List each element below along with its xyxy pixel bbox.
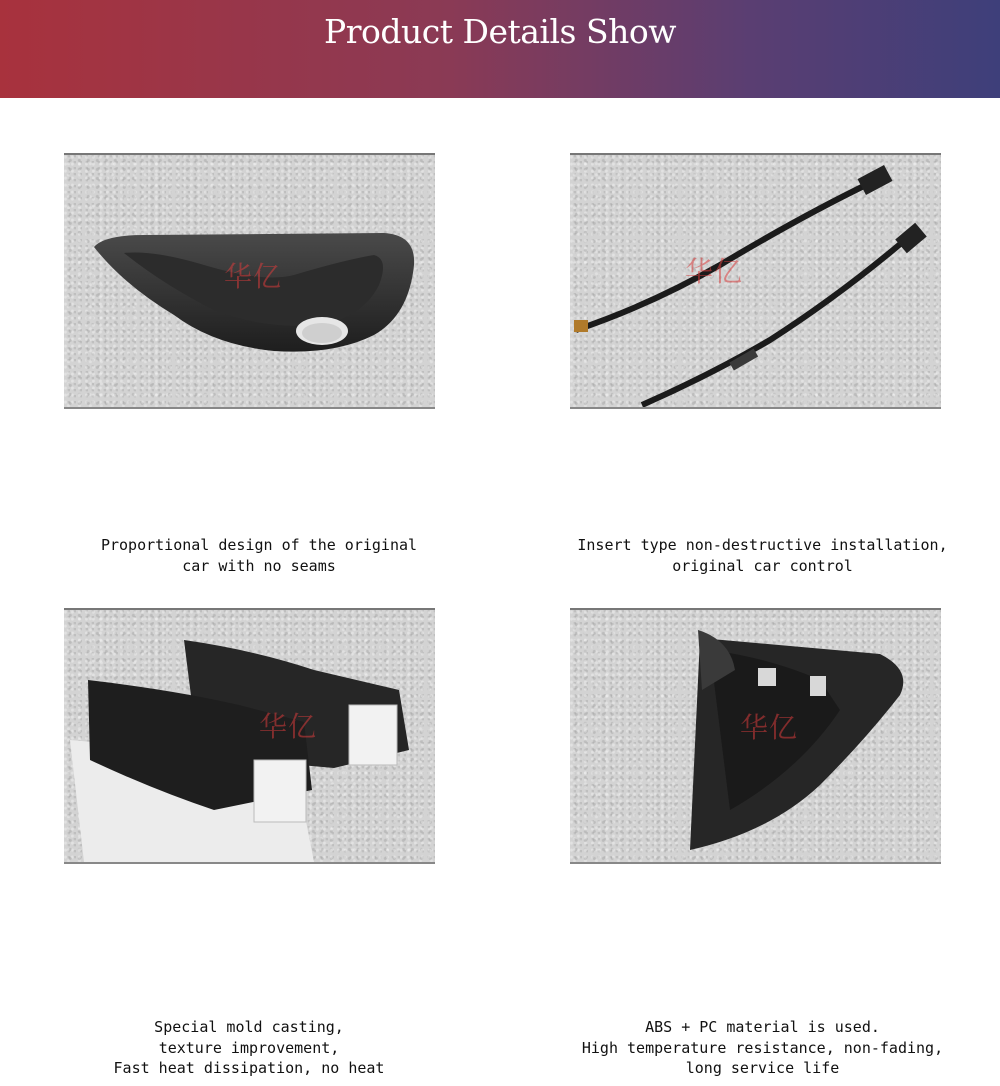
product-caption-2: [555, 535, 970, 576]
projector-lamp-housing-photo: [64, 608, 435, 864]
caption-line: car with no seams: [182, 556, 336, 575]
caption-line: Insert type non-destructive installation,: [577, 536, 948, 554]
product-caption-4: [555, 1017, 970, 1079]
header-banner: [0, 0, 1000, 98]
watermark-text: 华亿: [740, 711, 799, 744]
caption-line: long service life: [685, 1059, 840, 1077]
caption-line: ABS + PC material is used.: [645, 1018, 880, 1036]
watermark-text: 华亿: [259, 710, 318, 743]
watermark-text: 华亿: [685, 255, 744, 288]
mirror-cover-photo: [570, 608, 941, 864]
watermark-text: 华亿: [224, 260, 283, 293]
caption-line: Fast heat dissipation, no heat: [113, 1059, 385, 1077]
page-title: Product Details Show: [324, 12, 676, 51]
product-caption-3: [64, 1017, 434, 1079]
caption-line: texture improvement,: [158, 1038, 340, 1057]
caption-line: Special mold casting,: [154, 1018, 344, 1036]
caption-line: original car control: [672, 556, 853, 575]
product-caption-1: [64, 535, 454, 576]
projector-lamp-housing-illustration: [64, 610, 435, 862]
caption-line: High temperature resistance, non-fading,: [581, 1038, 944, 1057]
wiring-harness-photo: [570, 153, 941, 409]
wiring-harness-illustration: [570, 155, 941, 407]
door-handle-bowl-photo: [64, 153, 435, 409]
caption-line: Proportional design of the original: [100, 536, 418, 554]
